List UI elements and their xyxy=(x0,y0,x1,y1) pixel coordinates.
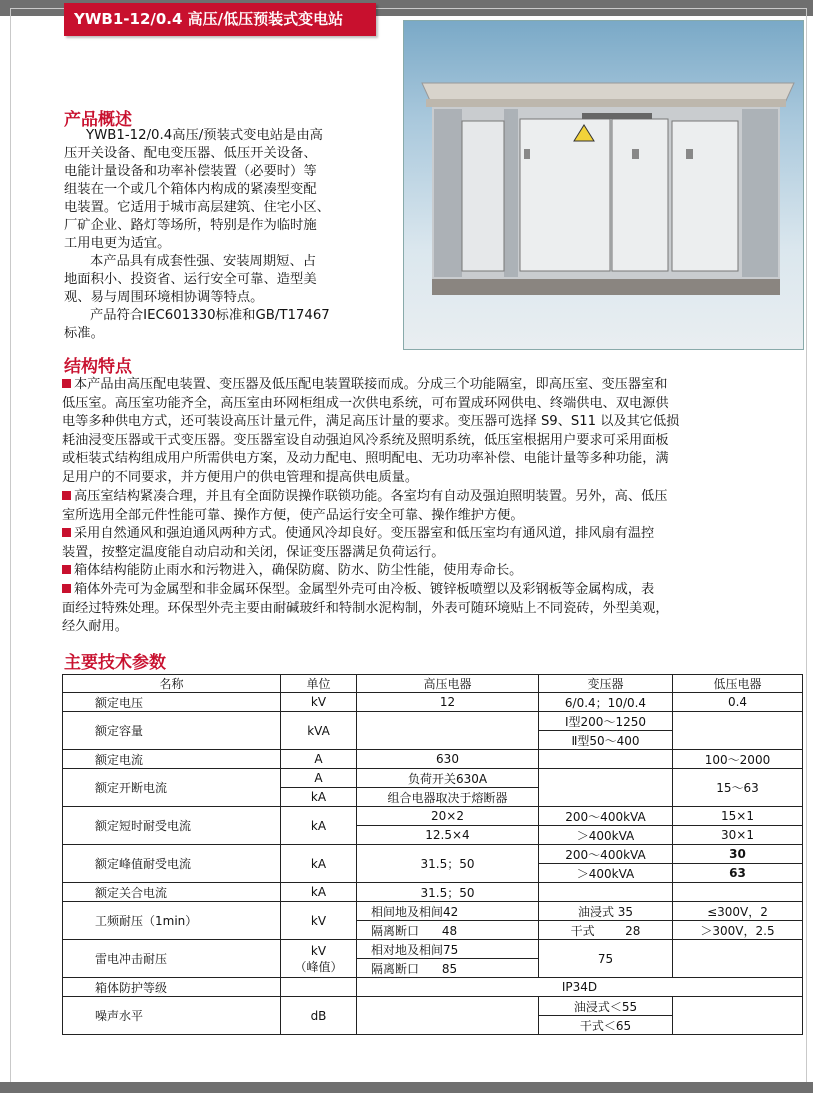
header-cell: 高压电器 xyxy=(357,675,539,693)
overview-line: 组装在一个或几个箱体内构成的紧凑型变配 xyxy=(64,182,317,197)
structure-heading: 结构特点 xyxy=(64,357,132,377)
structure-item: 箱体外壳可为金属型和非金属环保型。金属型外壳可由冷板、镀锌板喷塑以及彩钢板等金属构成，表 面经过特殊处理。环保型外壳主要由耐碱玻纤和特制水泥构制，外表可随环境贴上不同瓷砖，外型美观， 经久耐用。 xyxy=(62,582,669,634)
table-row: 工频耐压（1min） kV 相间地及相间42 油浸式 35 ≤300V，2 xyxy=(63,902,803,921)
overview-line: 观、易与周围环境相协调等特点。 xyxy=(64,290,264,305)
overview-line: 标准。 xyxy=(64,326,104,341)
table-row: 12.5×4 ＞400kVA 30×1 xyxy=(63,826,803,845)
table-header-row xyxy=(63,675,803,693)
table-row: 额定电流 A 630 100～2000 xyxy=(63,750,803,769)
header-cell: 名称 xyxy=(63,675,281,693)
overview-line: YWB1-12/0.4高压/预装式变电站是由高 xyxy=(86,128,323,143)
spec-table xyxy=(62,674,803,1035)
table-row: 隔离断口 85 xyxy=(63,959,803,978)
overview-line: 产品符合IEC601330标准和GB/T17467 xyxy=(90,308,330,323)
header-cell: 单位 xyxy=(281,675,357,693)
table-row: 干式＜65 xyxy=(63,1016,803,1035)
table-row: 额定电压 kV 12 6/0.4；10/0.4 0.4 xyxy=(63,693,803,712)
overview-line: 厂矿企业、路灯等场所，特别是作为临时施 xyxy=(64,218,317,233)
title-banner: YWB1-12/0.4 高压/低压预装式变电站 xyxy=(64,3,376,36)
table-row: 额定开断电流 A 负荷开关630A 15～63 xyxy=(63,769,803,788)
header-cell: 变压器 xyxy=(539,675,673,693)
table-row: 箱体防护等级 IP34D xyxy=(63,978,803,997)
header-cell: 低压电器 xyxy=(673,675,803,693)
table-row: kA 组合电器取决于熔断器 xyxy=(63,788,803,807)
bullet-square-icon xyxy=(62,491,71,500)
overview-line: 地面积小、投资省、运行安全可靠、造型美 xyxy=(64,272,317,287)
overview-heading: 产品概述 xyxy=(64,110,132,130)
table-row: 额定关合电流 kA 31.5；50 xyxy=(63,883,803,902)
overview-line: 工用电更为适宜。 xyxy=(64,236,171,251)
overview-line: 本产品具有成套性强、安装周期短、占 xyxy=(90,254,317,269)
table-row: 隔离断口 48 干式 28 ＞300V，2.5 xyxy=(63,921,803,940)
table-row: 噪声水平 dB 油浸式＜55 xyxy=(63,997,803,1016)
table-row: 额定峰值耐受电流 kA 31.5；50 200～400kVA 30 xyxy=(63,845,803,864)
structure-item: 高压室结构紧凑合理，并且有全面防误操作联锁功能。各室均有自动及强迫照明装置。另外，高、低压 室所选用全部元件性能可靠、操作方便，使产品运行安全可靠、操作维护方便。 xyxy=(62,489,668,523)
table-row: 额定容量 kVA Ⅰ型200～1250 xyxy=(63,712,803,731)
overview-line: 电装置。它适用于城市高层建筑、住宅小区、 xyxy=(64,200,330,215)
bottom-bar xyxy=(0,1082,813,1093)
structure-item: 采用自然通风和强迫通风两种方式。使通风冷却良好。变压器室和低压室均有通风道，排风扇有温控 装置，按整定温度能自动启动和关闭，保证变压器满足负荷运行。 xyxy=(62,526,655,560)
table-row: Ⅱ型50～400 xyxy=(63,731,803,750)
bullet-square-icon xyxy=(62,528,71,537)
table-row: ＞400kVA 63 xyxy=(63,864,803,883)
overview-line: 压开关设备、配电变压器、低压开关设备、 xyxy=(64,146,317,161)
params-heading: 主要技术参数 xyxy=(64,653,166,673)
structure-item: 箱体结构能防止雨水和污物进入，确保防腐、防水、防尘性能，使用寿命长。 xyxy=(62,562,802,581)
structure-item: 本产品由高压配电装置、变压器及低压配电装置联接而成。分成三个功能隔室，即高压室、变压器室和 低压室。高压室功能齐全，高压室由环网柜组成一次供电系统，可布置成环网供电、终端供电、双电源供 电等多种供电方式，还可装设高压计量元件，满足高压计量的要求。变压器可选择 S9、S11 以及其它低损 耗油浸变压器或干式变压器。变压器室设自动强迫风冷系统及照明系统，低压室根据用户要求可采用面板 或柜装式结构组成用户所需供电方案，及动力配电、照明配电、无功功率补偿、电能计量等多种功能，满 足用户的不同要求，并方便用户的供电管理和提高供电质量。 xyxy=(62,377,680,485)
substation-photo xyxy=(403,20,804,350)
substation-illustration xyxy=(404,21,804,350)
bullet-square-icon xyxy=(62,379,71,388)
bullet-square-icon xyxy=(62,565,71,574)
table-row: 雷电冲击耐压 kV （峰值） 相对地及相间75 75 xyxy=(63,940,803,959)
table-row: 额定短时耐受电流 kA 20×2 200～400kVA 15×1 xyxy=(63,807,803,826)
bullet-square-icon xyxy=(62,584,71,593)
overview-line: 电能计量设备和功率补偿装置（必要时）等 xyxy=(64,164,317,179)
